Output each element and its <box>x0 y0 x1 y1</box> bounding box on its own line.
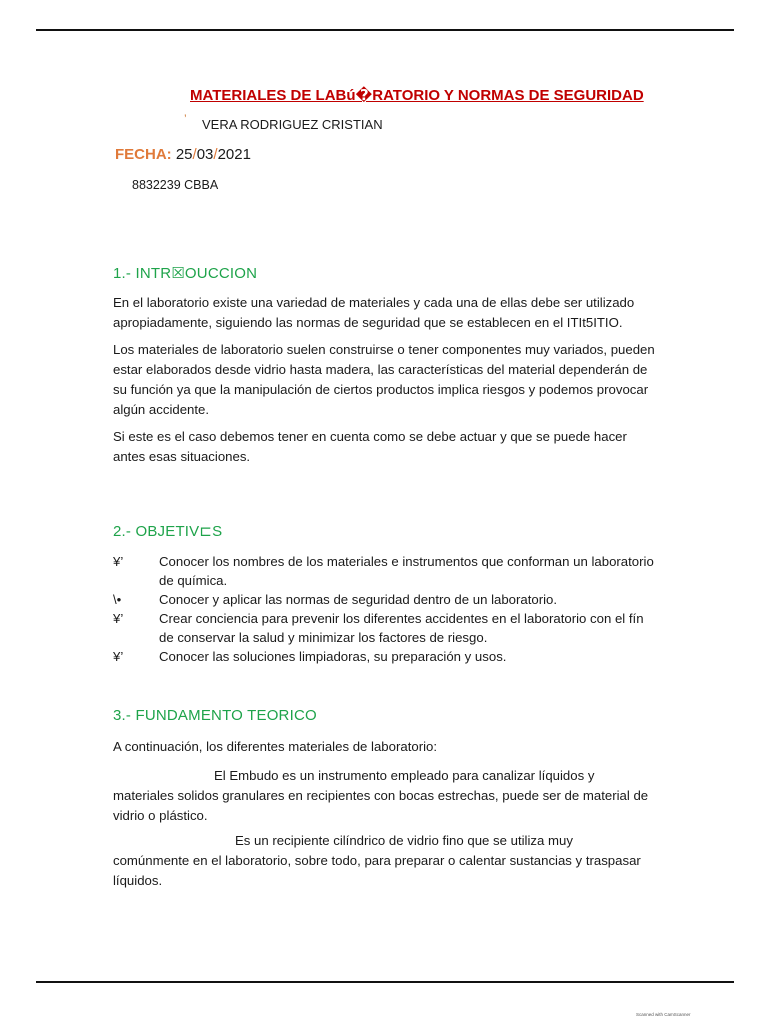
embudo-rest: materiales solidos granulares en recipientes con bocas estrechas, puede ser de material de vidrio o plástico. <box>113 788 649 823</box>
student-code: 8832239 CBBA <box>132 178 219 192</box>
date-day: 25 <box>175 146 193 163</box>
list-item <box>113 590 658 609</box>
list-item <box>113 609 658 647</box>
vaso-first-line: Es un recipiente cilíndrico de vidrio fino que se utiliza muy <box>235 833 573 848</box>
bottom-rule <box>36 981 734 983</box>
author-name: VERA RODRIGUEZ CRISTIAN <box>202 117 383 132</box>
section-heading-objetivos: 2.- OBJETIV⊏S <box>113 523 223 540</box>
vaso-paragraph <box>113 831 658 891</box>
embudo-first-line: El Embudo es un instrumento empleado para canalizar líquidos y <box>214 768 595 783</box>
top-rule <box>36 29 734 31</box>
bullet-mark: ¥’ <box>113 611 124 626</box>
section-heading-fundamento: 3.- FUNDAMENTO TEORICO <box>113 707 317 724</box>
date-separator: / <box>213 146 218 163</box>
scanner-watermark: Scanned with CamScanner <box>636 1012 691 1017</box>
date-month: 03 <box>196 146 214 163</box>
bullet-mark: ¥’ <box>113 554 124 569</box>
introduccion-body <box>113 293 658 467</box>
bullet-mark: ¥’ <box>113 649 124 664</box>
list-item <box>113 647 658 666</box>
list-item <box>113 552 658 590</box>
section-heading-introduccion: 1.- INTR☒OUCCION <box>113 265 258 282</box>
list-item-text: Conocer los nombres de los materiales e instrumentos que conforman un laboratorio de química. <box>159 554 654 588</box>
paragraph: En el laboratorio existe una variedad de materiales y cada una de ellas debe ser utilizado apropiadamente, siguiendo las normas de seguridad que se establecen en el ITIt5ITIO. <box>113 295 635 330</box>
date-label: FECHA: <box>115 146 172 163</box>
list-item-text: Conocer las soluciones limpiadoras, su preparación y usos. <box>159 649 507 664</box>
vaso-rest: comúnmente en el laboratorio, sobre todo, para preparar o calentar sustancias y traspasar líquidos. <box>113 853 641 888</box>
date-year: 2021 <box>217 146 251 163</box>
paragraph: Los materiales de laboratorio suelen construirse o tener componentes muy variados, pueden estar elaborados desde vidrio hasta madera, las características del material dependerán de su función ya que la manipulación de ciertos productos implica riesgos y podemos provocar algún accidente. <box>113 342 655 417</box>
date-separator: / <box>192 146 197 163</box>
list-item-text: Crear conciencia para prevenir los diferentes accidentes en el laboratorio con el fín de conservar la salud y minimizar los factores de riesgo. <box>159 611 644 645</box>
date-line <box>115 146 251 163</box>
objetivos-list <box>113 552 658 666</box>
document-title: MATERIALES DE LABú�RATORIO Y NORMAS DE SEGURIDAD <box>190 87 644 104</box>
paragraph: Si este es el caso debemos tener en cuenta como se debe actuar y que se puede hacer antes esas situaciones. <box>113 429 627 464</box>
embudo-paragraph <box>113 766 658 826</box>
author-mark: ’ <box>184 112 187 126</box>
fundamento-intro: A continuación, los diferentes materiales de laboratorio: <box>113 739 438 754</box>
list-item-text: Conocer y aplicar las normas de seguridad dentro de un laboratorio. <box>159 592 558 607</box>
bullet-mark: \• <box>113 592 122 607</box>
